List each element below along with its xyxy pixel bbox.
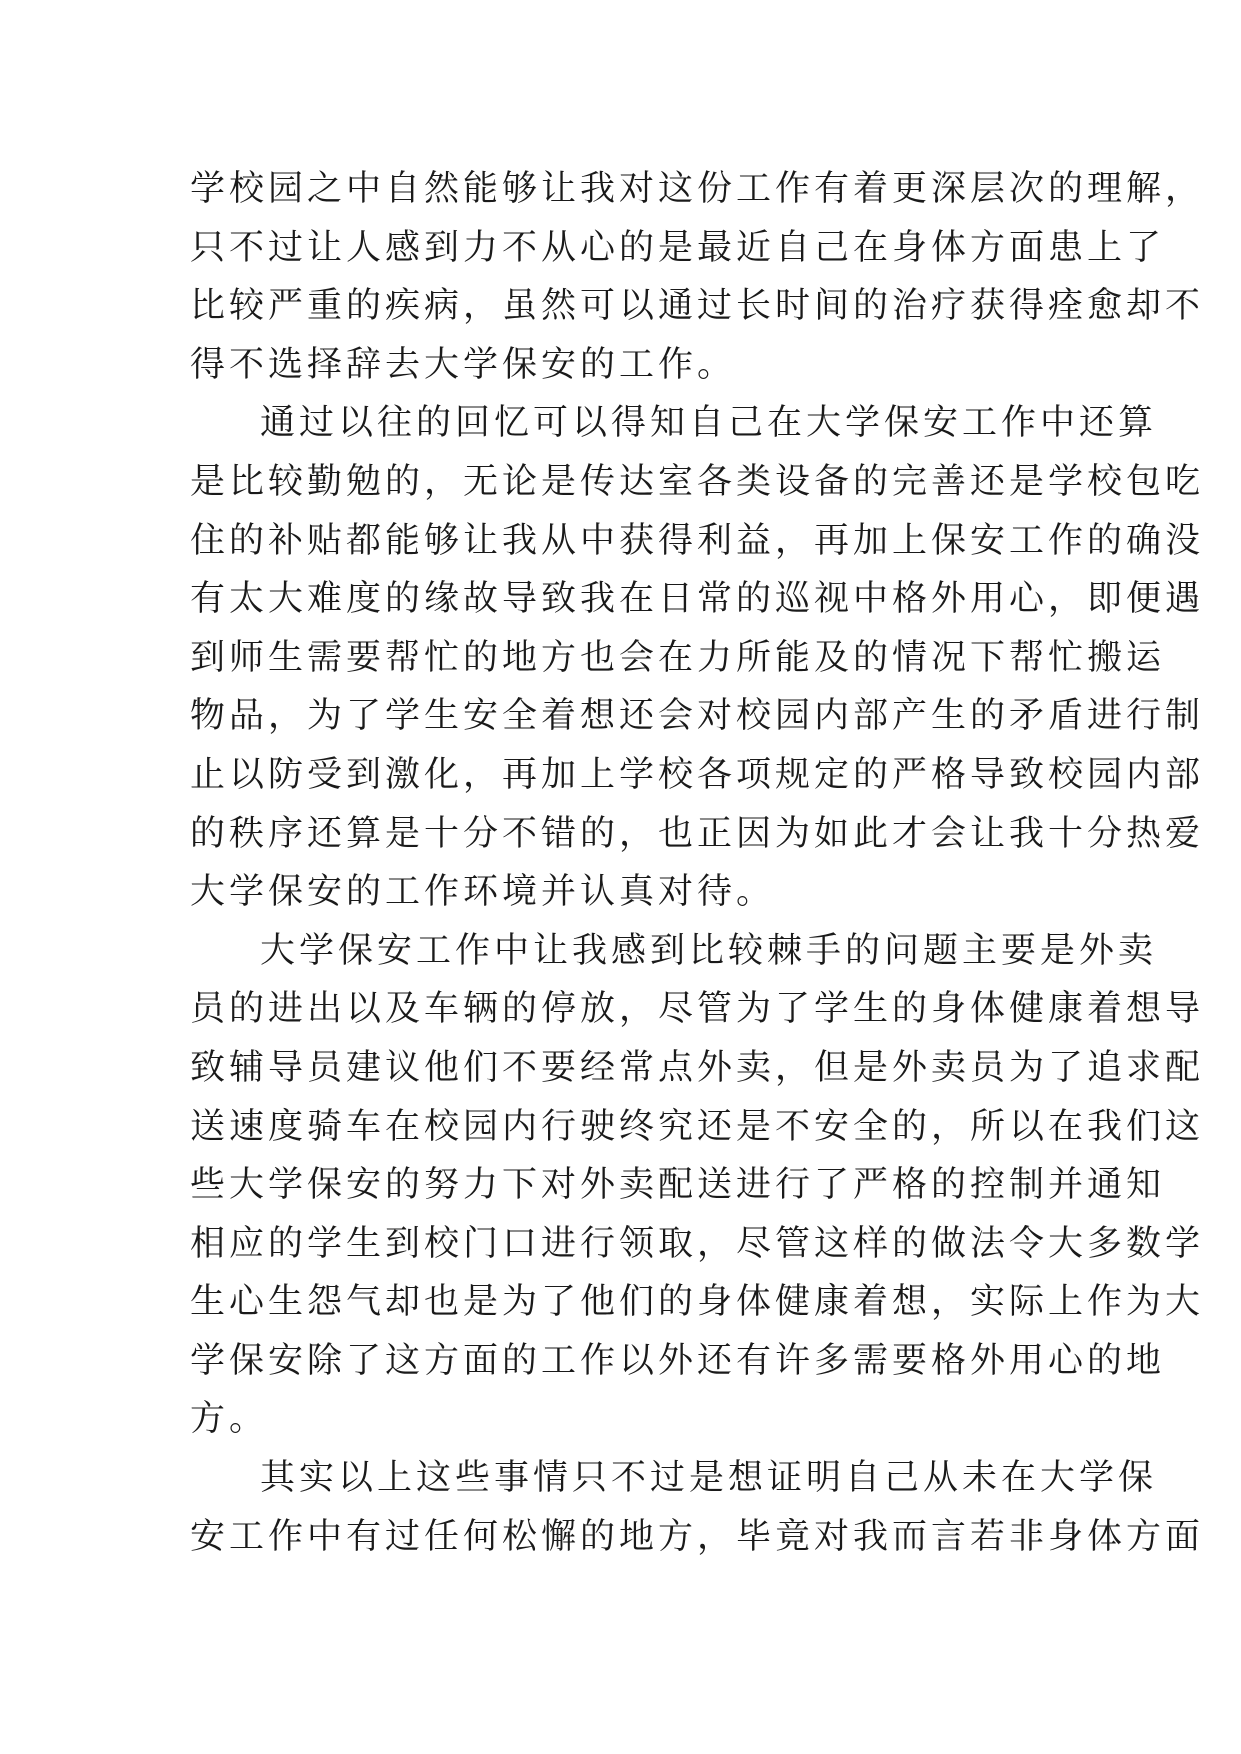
text-line: 送速度骑车在校园内行驶终究还是不安全的，所以在我们这 [190, 1106, 1205, 1147]
text-line: 到师生需要帮忙的地方也会在力所能及的情况下帮忙搬运 [190, 637, 1166, 678]
text-line: 其实以上这些事情只不过是想证明自己从未在大学保 [260, 1458, 1158, 1499]
text-line: 大学保安工作中让我感到比较棘手的问题主要是外卖 [260, 930, 1158, 971]
paragraph-4 [190, 1449, 1205, 1566]
text-line: 得不选择辞去大学保安的工作。 [190, 344, 737, 385]
text-line: 大学保安的工作环境并认真对待。 [190, 872, 776, 913]
text-line: 止以防受到激化，再加上学校各项规定的严格导致校园内部 [190, 754, 1205, 795]
text-line: 致辅导员建议他们不要经常点外卖，但是外卖员为了追求配 [190, 1047, 1205, 1088]
text-line: 相应的学生到校门口进行领取，尽管这样的做法令大多数学 [190, 1223, 1205, 1264]
text-line: 学保安除了这方面的工作以外还有许多需要格外用心的地 [190, 1340, 1166, 1381]
text-line: 住的补贴都能够让我从中获得利益，再加上保安工作的确没 [190, 520, 1205, 561]
paragraph-1 [190, 160, 1205, 394]
text-line: 的秩序还算是十分不错的，也正因为如此才会让我十分热爱 [190, 813, 1205, 854]
paragraph-3 [190, 922, 1205, 1449]
text-line: 通过以往的回忆可以得知自己在大学保安工作中还算 [260, 403, 1158, 444]
text-line: 只不过让人感到力不从心的是最近自己在身体方面患上了 [190, 227, 1166, 268]
text-line: 比较严重的疾病，虽然可以通过长时间的治疗获得痊愈却不 [190, 286, 1205, 327]
text-line: 生心生怨气却也是为了他们的身体健康着想，实际上作为大 [190, 1282, 1205, 1323]
text-line: 有太大难度的缘故导致我在日常的巡视中格外用心，即便遇 [190, 579, 1205, 620]
document-body [190, 160, 1205, 1566]
text-line: 员的进出以及车辆的停放，尽管为了学生的身体健康着想导 [190, 989, 1205, 1030]
text-line: 学校园之中自然能够让我对这份工作有着更深层次的理解， [190, 169, 1205, 209]
text-line: 物品，为了学生安全着想还会对校园内部产生的矛盾进行制 [190, 696, 1205, 737]
text-line: 方。 [190, 1399, 269, 1440]
text-line: 些大学保安的努力下对外卖配送进行了严格的控制并通知 [190, 1165, 1166, 1206]
text-line: 安工作中有过任何松懈的地方，毕竟对我而言若非身体方面 [190, 1516, 1205, 1557]
text-line: 是比较勤勉的，无论是传达室各类设备的完善还是学校包吃 [190, 461, 1205, 502]
paragraph-2 [190, 394, 1205, 921]
